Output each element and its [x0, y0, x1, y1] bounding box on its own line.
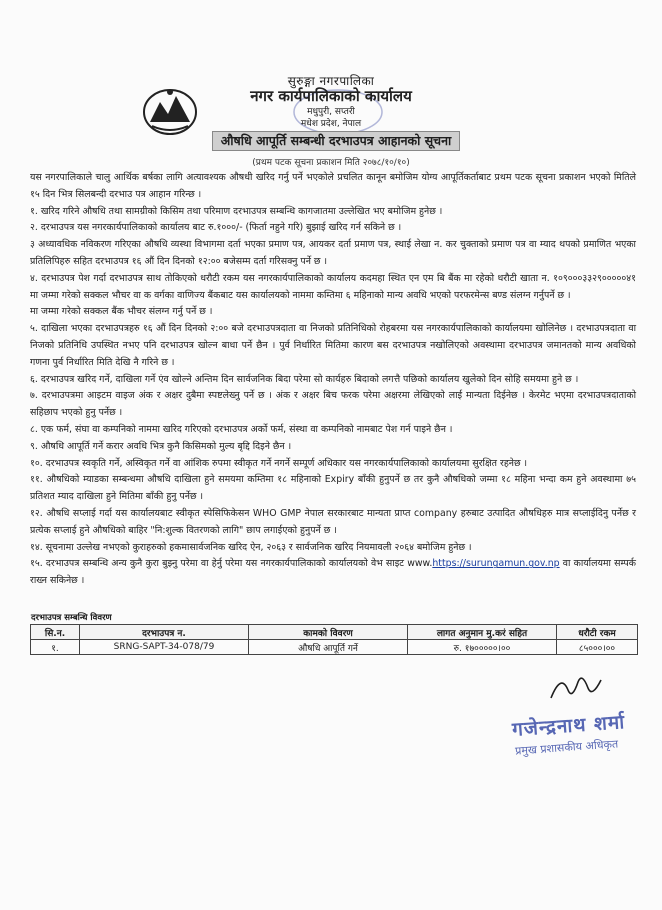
- col-header-sn: सि.न.: [31, 625, 80, 640]
- table-row: [31, 640, 638, 655]
- col-header-bid-no: दरभाउपत्र न.: [80, 625, 249, 640]
- notice-item: ३ अध्यावधिक नविकरण गरिएका औषधि व्यस्था विभागमा दर्ता भएका प्रमाण पत्र, आयकर दर्ता प्रमाण पत्र, स्थाई लेखा न. कर चुक्ताको प्रमाण पत्र वा म्याद थपको प्रमाणित भएका प्रतिलिपिहरु सहित दरभाउपत्र १६ औं दिन दिनको १२:०० बजेसम्म दर्ता गरिसक्नु पर्ने छ ।: [30, 239, 636, 267]
- stamp-name: गजेन्द्रनाथ शर्मा: [511, 711, 626, 741]
- address-line1: मधुपुरी, सप्तरी: [307, 107, 355, 117]
- address-line2: मधेश प्रदेश, नेपाल: [300, 119, 362, 129]
- stamp-title: प्रमुख प्रशासकीय अधिकृत: [514, 737, 619, 758]
- item15-prefix: १५. दरभाउपत्र सम्बन्धि अन्य कुनै कुरा बुझ्नु परेमा वा हेर्नु परेमा यस नगरकार्यपालिकाको कार्यालयको वेभ साइट www.: [30, 558, 433, 570]
- notice-item: ८. एक फर्म, संघा वा कम्पनिको नाममा खरिद गरिएको दरभाउपत्र अर्को फर्म, संस्था वा कम्पनिको नामबाट पेश गर्न पाइने छैन ।: [30, 423, 453, 435]
- item15-suffix: वा कार्यालयमा सम्पर्क राख्न सकिनेछ ।: [30, 558, 636, 587]
- website-link[interactable]: https://surungamun.gov.np: [432, 558, 560, 570]
- bid-details-table: [30, 624, 638, 655]
- cell-work: औषधि आपूर्ति गर्ने: [249, 640, 408, 655]
- notice-item: १०. दरभाउपत्र स्वकृति गर्ने, अस्विकृत गर्ने वा आंशिक रुपमा स्वीकृत गर्ने नगर्ने सम्पूर्ण अधिकार यस नगरकार्यपालिकाको कार्यालयमा सुरक्षित रहनेछ ।: [30, 457, 528, 469]
- notice-item: ९. औषधि आपूर्ति गर्ने करार अवधि भित्र कुनै किसिमको मुल्य बृद्दि दिइने छैन ।: [30, 440, 292, 452]
- notice-item: ५. दाखिला भएका दरभाउपत्रहरु १६ औं दिन दिनको २:०० बजे दरभाउपत्रदाता वा निजको प्रतिनिधिको रोहबरमा यस नगरकार्यपालिकाको कार्यालयमा खोलिनेछ । दरभाउपत्रदाता वा निजको प्रतिनिधि उपस्थित नभए पनि दरभाउपत्र खोल्न बाधा पर्ने छैन । पुर्व निर्धारित मितिमा कारण बस दरभाउपत्र नखोलिएको अवस्थामा दरभाउपत्र जमानतको मान्य अवधिको गणना पुर्व निर्धारित मिति देखि नै गरिने छ ।: [30, 323, 636, 368]
- notice-item: ११. औषधिको म्याडका सम्बन्धमा औषधि दाखिला हुने समयमा कम्तिमा १८ महिनाको Expiry बाँकी हुनुपर्ने छ तर कुनै औषधिको जम्मा १८ महिना भन्दा कम हुने अवस्थामा ७५ प्रतिशत म्याद दाखिला हुने मितिमा बाँकी हुनु पर्नेछ ।: [30, 474, 636, 503]
- notice-item: ४. दरभाउपत्र पेश गर्दा दरभाउपत्र साथ तोकिएको धरौटी रकम यस नगरकार्यपालिकाको कार्यालय कदमहा स्थित एन एम बि बैंक मा रहेको धरौटी खाता न. १०९०००३३२९०००००४१ मा जम्मा गरेको सक्कल भौचर वा क वर्गका वाणिज्य बैंकबाट यस कार्यालयको नाममा कम्तिमा ६ महिनाको मान्य अवधि भएको परफरमेन्स बण्ड संलग्न गर्नुपर्ने छ ।: [30, 272, 636, 301]
- notice-item: १४. सूचनामा उल्लेख नभएको कुराहरुको हकमासार्वजनिक खरिद ऐन, २०६३ र सार्वजनिक खरिद नियमावली २०६४ बमोजिम हुनेछ ।: [30, 541, 472, 553]
- cell-cost: रु. १७०००००।००: [408, 640, 557, 655]
- office-name: नगर कार्यपालिकाको कार्यालय: [250, 87, 412, 105]
- notice-item: १२. औषधि सप्लाई गर्दा यस कार्यालयबाट स्वीकृत स्पेसिफिकेसन WHO GMP नेपाल सरकारबाट मान्यता प्राप्त company हरुबाट उत्पादित औषधिहरु मात्र सप्लाईदिनु पर्नेछ र प्रत्येक सप्लाई हुने औषधिको बाहिर "नि:शुल्क वितरणको लागि" छाप लगाईएको हुनुपर्ने छ ।: [30, 507, 636, 536]
- notice-item: १. खरिद गरिने औषधि तथा सामग्रीको किसिम तथा परिमाण दरभाउपत्र सम्बन्धि कागजातमा उल्लेखित भए बमोजिम हुनेछ ।: [30, 205, 443, 217]
- cell-deposit: ८५०००।००: [557, 640, 638, 655]
- notice-item: मा जम्मा गरेको सक्कल बैंक भौचर संलग्न गर्नु पर्ने छ ।: [30, 306, 213, 318]
- col-header-work: कामको विवरण: [249, 625, 408, 640]
- notice-subtitle: (प्रथम पटक सूचना प्रकाशन मिति २०७८/१०/१०): [252, 158, 410, 168]
- table-caption: दरभाउपत्र सम्बन्धि विवरण: [31, 613, 112, 623]
- intro-paragraph: यस नगरपालिकाले चालु आर्थिक बर्षका लागि अत्यावश्यक औषधी खरिद गर्नु पर्ने भएकोले प्रचलित कानून बमोजिम योग्य आपूर्तिकर्ताबाट प्रथम पटक सूचना प्रकाशन भएको मितिले १५ दिन भित्र सिलबन्दी दरभाउ पत्र आहान गरिन्छ ।: [30, 172, 636, 200]
- notice-title: औषधि आपूर्ति सम्बन्धी दरभाउपत्र आहानको सूचना: [212, 131, 460, 151]
- cell-sn: १.: [31, 640, 80, 655]
- notice-item: ६. दरभाउपत्र खरिद गर्ने, दाखिला गर्ने एंव खोल्ने अन्तिम दिन सार्वजनिक बिदा परेमा सो कार्यहरु बिदाको लगत्तै पछिको कार्यालय खुलेको दिन सोहि समयमा हुने छ ।: [30, 373, 579, 385]
- notice-item: २. दरभाउपत्र यस नगरकार्यपालिकाको कार्यालय बाट रु.१०००/- (फिर्ता नहुने गरि) बुझाई खरिद गर्न सकिने छ ।: [30, 222, 402, 234]
- municipality-name: सुरुङ्गा नगरपालिका: [287, 74, 375, 88]
- notice-body: [30, 170, 636, 590]
- cell-bid-no: SRNG-SAPT-34-078/79: [80, 640, 249, 655]
- notice-item: ७. दरभाउपत्रमा आइटम वाइज अंक र अक्षर दुबैमा स्पष्टलेख्नु पर्ने छ । अंक र अक्षर बिच फरक परेमा अक्षरमा लेखिएको लाई मान्यता दिईनेछ । केरमेट भएमा दरभाउपत्रदाताको सहिछाप भएको हुनु पर्नेछ ।: [30, 390, 636, 419]
- notice-item-15: [30, 556, 636, 590]
- handwritten-signature: [546, 668, 606, 708]
- table-header-row: [31, 625, 638, 640]
- col-header-deposit: धरौटी रकम: [557, 625, 638, 640]
- col-header-cost: लागत अनुमान मु.करं सहित: [408, 625, 557, 640]
